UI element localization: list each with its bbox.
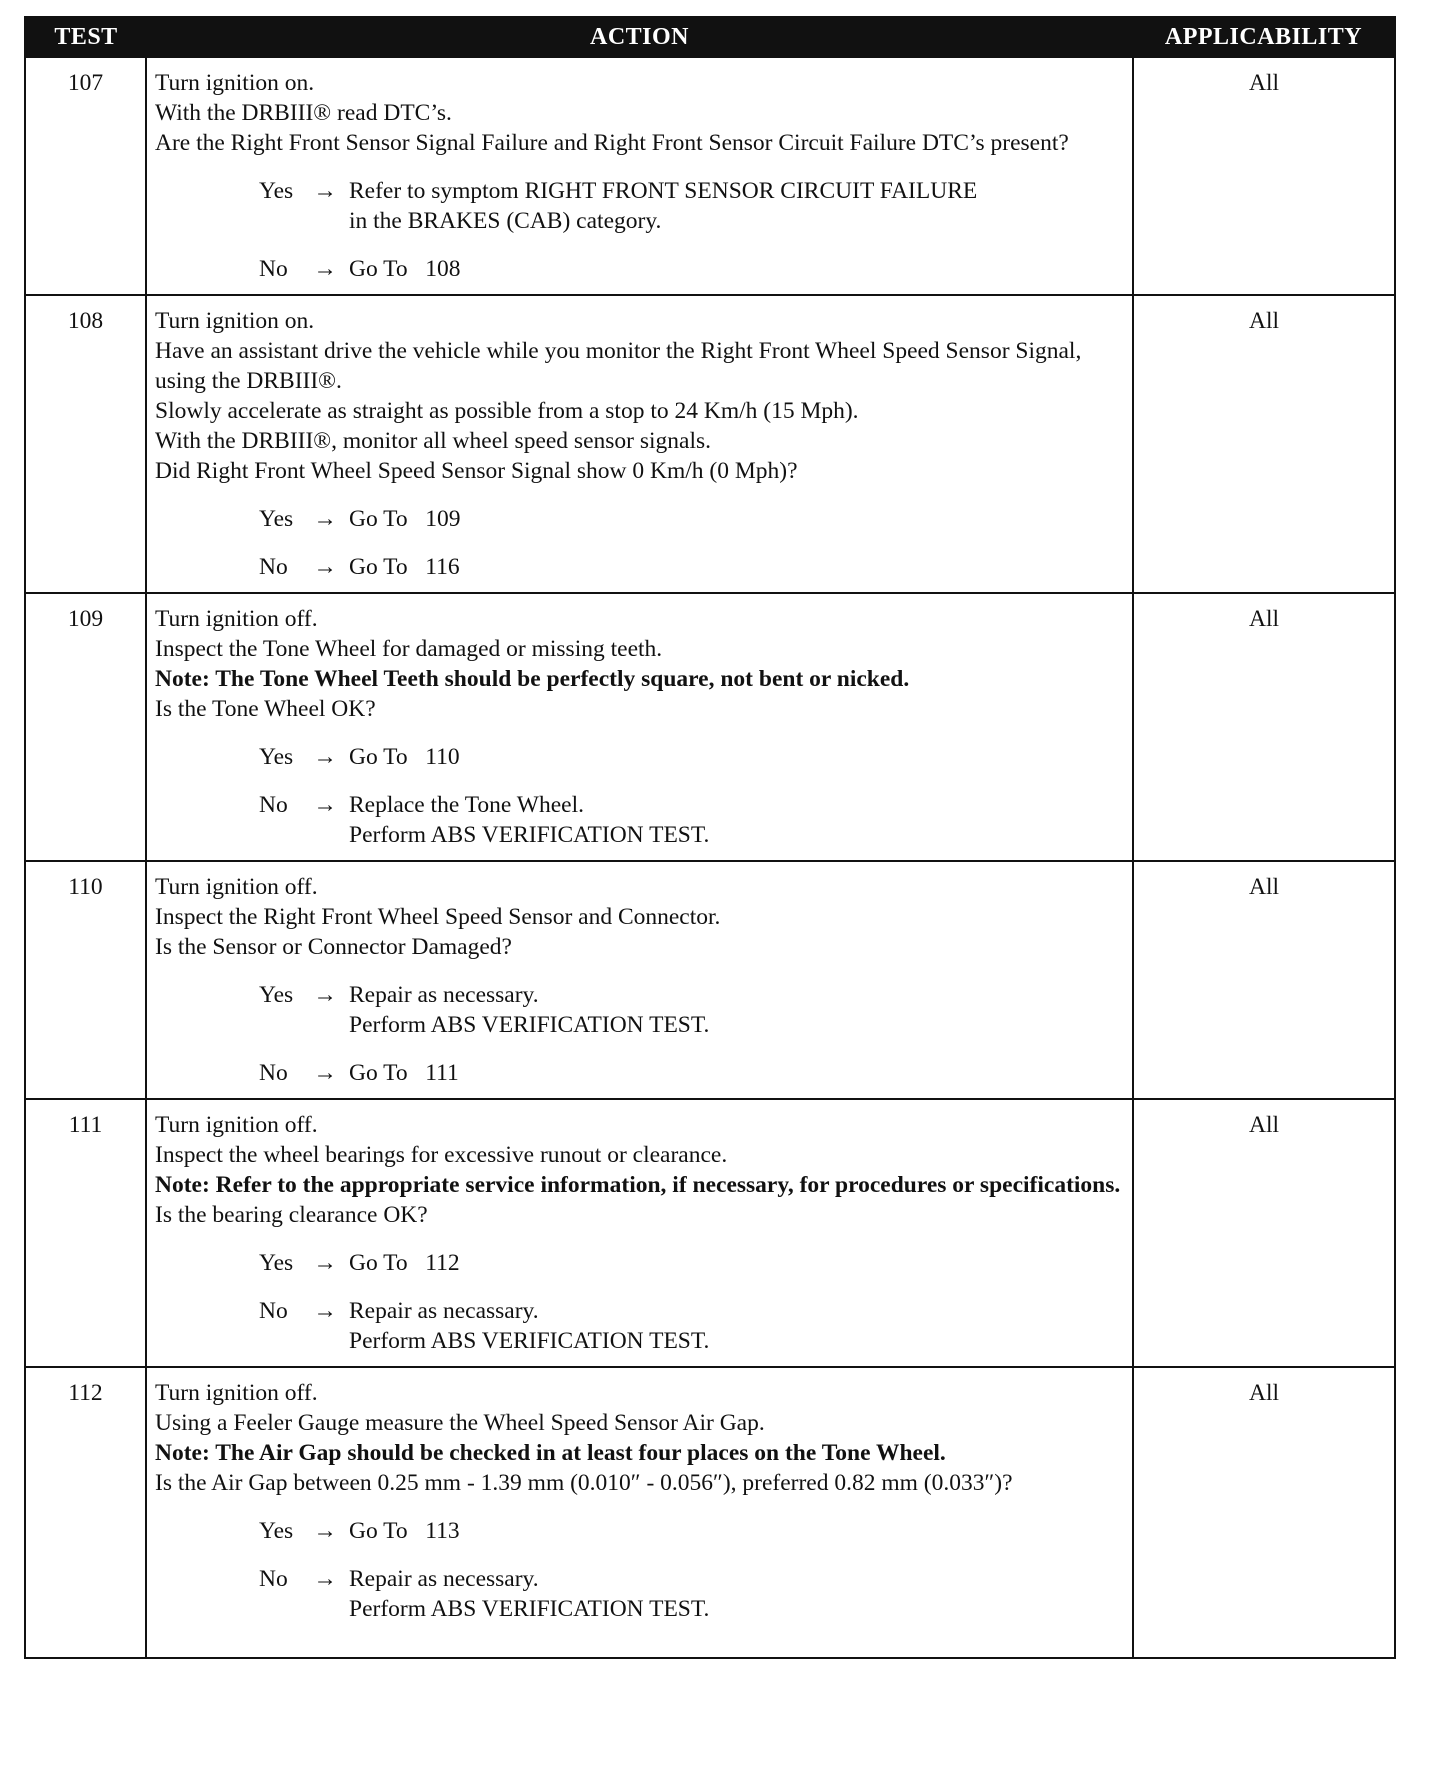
action-step: Is the Air Gap between 0.25 mm - 1.39 mm (0.010″ - 0.056″), preferred 0.82 mm (0.033″)? [155,1470,1013,1496]
applicability-value: All [1133,861,1394,1099]
answer-text [349,1564,1124,1624]
answer-line: Perform ABS VERIFICATION TEST. [349,1596,710,1622]
table-row [26,593,1394,861]
action-cell [146,1099,1133,1367]
answer-text [349,1296,1124,1356]
table-body [26,57,1394,1657]
answer-text [349,1248,1124,1278]
diagnostic-table-frame [24,16,1396,1659]
answer-list [155,504,1124,582]
answer-label: Yes [259,1518,294,1544]
action-step: Slowly accelerate as straight as possible from a stop to 24 Km/h (15 Mph). [155,398,859,424]
action-note: Note: The Air Gap should be checked in at least four places on the Tone Wheel. [155,1440,946,1466]
applicability-value: All [1133,593,1394,861]
table-row [26,57,1394,295]
action-step: Inspect the Tone Wheel for damaged or missing teeth. [155,636,663,662]
answer-text [349,176,1124,236]
action-step: Is the bearing clearance OK? [155,1202,428,1228]
answer-label: Yes [259,1250,294,1276]
answer-no [259,552,1124,582]
arrow-right-icon: → [313,178,337,204]
action-step: Turn ignition off. [155,1112,318,1138]
answer-no [259,1564,1124,1624]
answer-label: No [259,256,288,282]
answer-line: Perform ABS VERIFICATION TEST. [349,822,710,848]
answer-label: No [259,1298,288,1324]
test-number: 110 [26,861,146,1099]
action-step: Have an assistant drive the vehicle while you monitor the Right Front Wheel Speed Sensor Signal, using the DRBIII®. [155,338,1082,394]
answer-text [349,552,1124,582]
answer-text [349,980,1124,1040]
answer-label: No [259,554,288,580]
answer-yes [259,742,1124,772]
answer-line: Go To 109 [349,506,461,532]
answer-text [349,504,1124,534]
action-note: Note: The Tone Wheel Teeth should be perfectly square, not bent or nicked. [155,666,910,692]
answer-label: Yes [259,982,294,1008]
answer-line: Repair as necessary. [349,982,539,1008]
answer-line: in the BRAKES (CAB) category. [349,208,662,234]
test-number: 111 [26,1099,146,1367]
answer-line: Replace the Tone Wheel. [349,792,584,818]
answer-line: Go To 112 [349,1250,460,1276]
answer-no [259,790,1124,850]
arrow-right-icon: → [313,1566,337,1592]
arrow-right-icon: → [313,744,337,770]
action-step: Using a Feeler Gauge measure the Wheel Speed Sensor Air Gap. [155,1410,765,1436]
action-step: Turn ignition on. [155,70,315,96]
arrow-right-icon: → [313,1298,337,1324]
answer-line: Go To 113 [349,1518,460,1544]
arrow-right-icon: → [313,792,337,818]
action-step: Did Right Front Wheel Speed Sensor Signal show 0 Km/h (0 Mph)? [155,458,798,484]
answer-label: No [259,1060,288,1086]
answer-yes [259,1516,1124,1546]
arrow-right-icon: → [313,1060,337,1086]
action-cell [146,861,1133,1099]
arrow-right-icon: → [313,554,337,580]
table-row [26,1099,1394,1367]
answer-line: Go To 108 [349,256,461,282]
answer-label: Yes [259,506,294,532]
action-step: Is the Tone Wheel OK? [155,696,376,722]
diagnostic-table [26,18,1394,1657]
table-row [26,1367,1394,1657]
answer-yes [259,504,1124,534]
action-step: Inspect the Right Front Wheel Speed Sensor and Connector. [155,904,721,930]
action-note: Note: Refer to the appropriate service information, if necessary, for procedures or specifications. [155,1172,1121,1198]
column-header-applicability: APPLICABILITY [1133,18,1394,57]
action-step: With the DRBIII® read DTC’s. [155,100,452,126]
answer-no [259,1296,1124,1356]
answer-line: Repair as necassary. [349,1298,539,1324]
answer-text [349,742,1124,772]
answer-label: No [259,792,288,818]
test-number: 109 [26,593,146,861]
action-step: Turn ignition on. [155,308,315,334]
arrow-right-icon: → [313,506,337,532]
answer-line: Go To 111 [349,1060,459,1086]
answer-no [259,254,1124,284]
answer-no [259,1058,1124,1088]
answer-yes [259,1248,1124,1278]
applicability-value: All [1133,295,1394,593]
action-step: Turn ignition off. [155,606,318,632]
answer-line: Refer to symptom RIGHT FRONT SENSOR CIRCUIT FAILURE [349,178,978,204]
action-cell [146,1367,1133,1657]
answer-label: No [259,1566,288,1592]
answer-line: Go To 110 [349,744,460,770]
answer-text [349,1058,1124,1088]
action-cell [146,593,1133,861]
applicability-value: All [1133,57,1394,295]
answer-label: Yes [259,744,294,770]
answer-yes [259,980,1124,1040]
table-row [26,861,1394,1099]
action-cell [146,295,1133,593]
test-number: 107 [26,57,146,295]
answer-text [349,790,1124,850]
test-number: 108 [26,295,146,593]
test-number: 112 [26,1367,146,1657]
action-step: Are the Right Front Sensor Signal Failure and Right Front Sensor Circuit Failure DTC’s present? [155,130,1069,156]
answer-line: Perform ABS VERIFICATION TEST. [349,1328,710,1354]
answer-line: Repair as necessary. [349,1566,539,1592]
answer-list [155,1516,1124,1624]
applicability-value: All [1133,1367,1394,1657]
arrow-right-icon: → [313,982,337,1008]
answer-line: Go To 116 [349,554,460,580]
action-cell [146,57,1133,295]
column-header-test: TEST [26,18,146,57]
arrow-right-icon: → [313,1250,337,1276]
answer-list [155,980,1124,1088]
arrow-right-icon: → [313,256,337,282]
table-row [26,295,1394,593]
action-step: Inspect the wheel bearings for excessive runout or clearance. [155,1142,728,1168]
action-step: With the DRBIII®, monitor all wheel speed sensor signals. [155,428,712,454]
column-header-action: ACTION [146,18,1133,57]
applicability-value: All [1133,1099,1394,1367]
answer-list [155,1248,1124,1356]
answer-label: Yes [259,178,294,204]
answer-yes [259,176,1124,236]
answer-text [349,254,1124,284]
answer-list [155,742,1124,850]
answer-line: Perform ABS VERIFICATION TEST. [349,1012,710,1038]
action-step: Turn ignition off. [155,874,318,900]
arrow-right-icon: → [313,1518,337,1544]
action-step: Is the Sensor or Connector Damaged? [155,934,512,960]
answer-text [349,1516,1124,1546]
action-step: Turn ignition off. [155,1380,318,1406]
table-header-row [26,18,1394,57]
answer-list [155,176,1124,284]
